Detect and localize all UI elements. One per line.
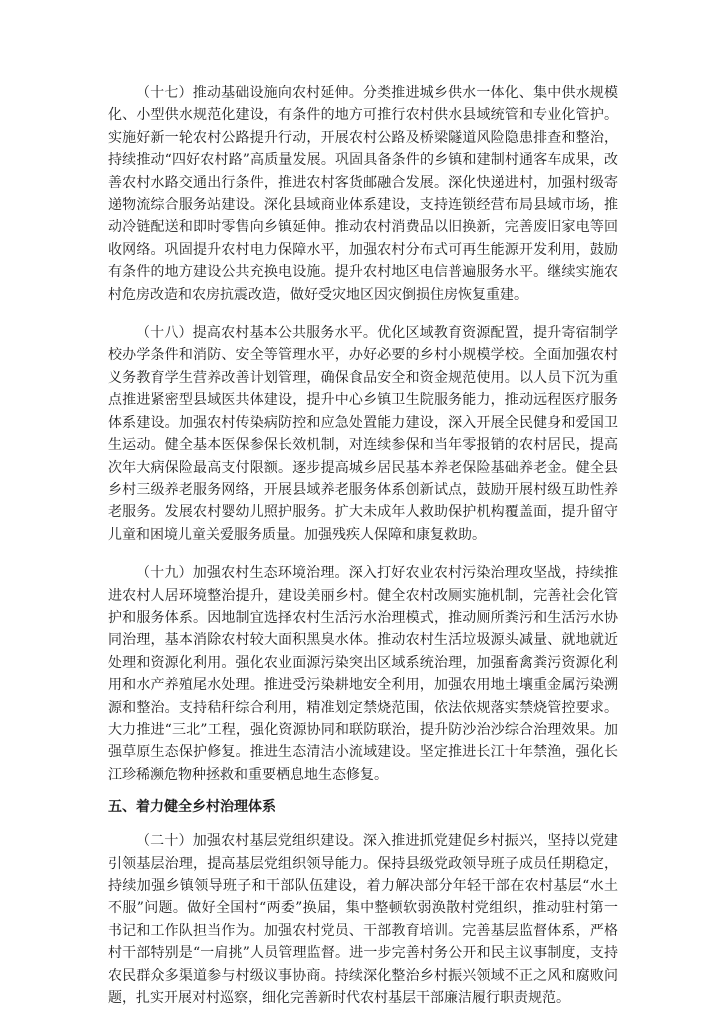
section-heading: 五、着力健全乡村治理体系 <box>108 799 276 816</box>
paragraph-19: （十九）加强农村生态环境治理。深入打好农业农村污染治理攻坚战，持续推进农村人居环境整治提升，建设美丽乡村。健全农村改厕实施机制，完善社会化管护和服务体系。因地制宜选择农村生活污水治理模式，推动厕所粪污和生活污水协同治理，基本消除农村较大面积黑臭水体。推动农村生活垃圾源头减量、就地就近处理和资源化利用。强化农业面源污染突出区域系统治理，加强畜禽粪污资源化利用和水产养殖尾水处理。推进受污染耕地安全利用，加强农用地土壤重金属污染溯源和整治。支持秸秆综合利用，精准划定禁烧范围，依法依规落实禁烧管控要求。大力推进“三北”工程，强化资源协同和联防联治，提升防沙治沙综合治理效果。加强草原生态保护修复。推进生态清洁小流域建设。坚定推进长江十年禁渔，强化长江珍稀濒危物种拯救和重要栖息地生态修复。 <box>108 565 618 783</box>
paragraph-18: （十八）提高农村基本公共服务水平。优化区域教育资源配置，提升寄宿制学校办学条件和消防、安全等管理水平，办好必要的乡村小规模学校。全面加强农村义务教育学生营养改善计划管理，确保食品安全和资金规范使用。以人员下沉为重点推进紧密型县域医共体建设，提升中心乡镇卫生院服务能力，推动远程医疗服务体系建设。加强农村传染病防控和应急处置能力建设，深入开展全民健身和爱国卫生运动。健全基本医保参保长效机制，对连续参保和当年零报销的农村居民，提高次年大病保险最高支付限额。逐步提高城乡居民基本养老保险基础养老金。健全县乡村三级养老服务网络，开展县域养老服务体系创新试点，鼓励开展村级互助性养老服务。发展农村婴幼儿照护服务。扩大未成年人救助保护机构覆盖面，提升留守儿童和困境儿童关爱服务质量。加强残疾人保障和康复救助。 <box>108 325 618 543</box>
paragraph-17: （十七）推动基础设施向农村延伸。分类推进城乡供水一体化、集中供水规模化、小型供水规范化建设，有条件的地方可推行农村供水县域统管和专业化管护。实施好新一轮农村公路提升行动，开展农村公路及桥梁隧道风险隐患排查和整治，持续推动“四好农村路”高质量发展。巩固具备条件的乡镇和建制村通客车成果，改善农村水路交通出行条件，推进农村客货邮融合发展。深化快递进村，加强村级寄递物流综合服务站建设。深化县域商业体系建设，支持连锁经营布局县域市场，推动冷链配送和即时零售向乡镇延伸。推动农村消费品以旧换新，完善废旧家电等回收网络。巩固提升农村电力保障水平，加强农村分布式可再生能源开发利用，鼓励有条件的地方建设公共充换电设施。提升农村地区电信普遍服务水平。继续实施农村危房改造和农房抗震改造，做好受灾地区因灾倒损住房恢复重建。 <box>108 85 618 303</box>
paragraph-20: （二十）加强农村基层党组织建设。深入推进抓党建促乡村振兴，坚持以党建引领基层治理，提高基层党组织领导能力。保持县级党政领导班子成员任期稳定，持续加强乡镇领导班子和干部队伍建设，着力解决部分年轻干部在农村基层“水土不服”问题。做好全国村“两委”换届，集中整顿软弱涣散村党组织，推动驻村第一书记和工作队担当作为。加强农村党员、干部教育培训。完善基层监督体系，严格村干部特别是“一肩挑”人员管理监督。进一步完善村务公开和民主议事制度，支持农民群众多渠道参与村级议事协商。持续深化整治乡村振兴领域不正之风和腐败问题，扎实开展对村巡察，细化完善新时代农村基层干部廉洁履行职责规范。 <box>108 833 618 1007</box>
document-page <box>108 82 618 1025</box>
